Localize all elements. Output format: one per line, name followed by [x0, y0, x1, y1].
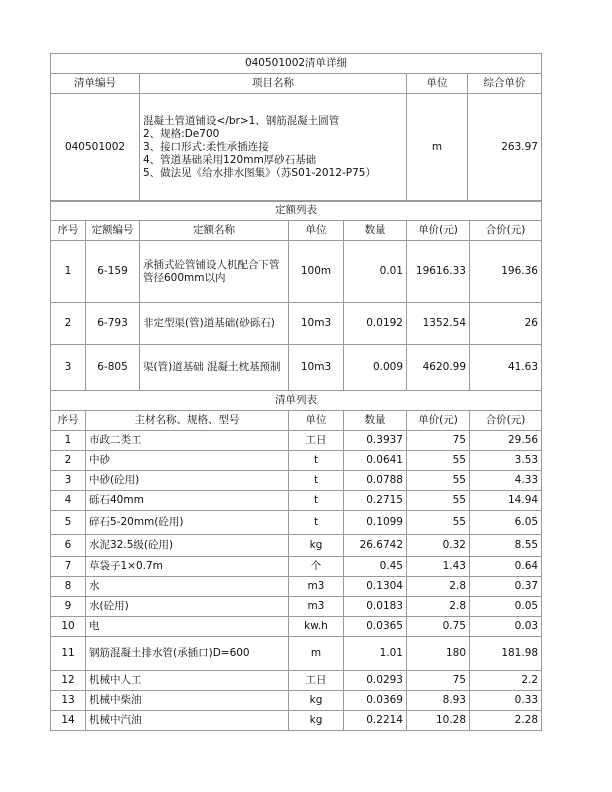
quota-section-title: 定额列表 — [51, 201, 542, 221]
material-total: 0.05 — [470, 597, 542, 617]
material-total: 2.2 — [470, 671, 542, 691]
col-header-unit: 单位 — [407, 74, 468, 94]
material-price: 55 — [407, 511, 470, 535]
material-no: 8 — [51, 577, 86, 597]
material-unit: kg — [289, 711, 344, 731]
material-qty: 0.3937 — [344, 431, 407, 451]
material-total: 181.98 — [470, 637, 542, 671]
material-price: 10.28 — [407, 711, 470, 731]
materials-section-title: 清单列表 — [51, 391, 542, 411]
materials-header-no: 序号 — [51, 411, 86, 431]
item-description-line: 4、管道基础采用120mm厚砂石基础 — [143, 154, 317, 166]
quota-price: 19616.33 — [407, 241, 470, 303]
material-name: 机械中汽油 — [86, 711, 289, 731]
materials-table — [50, 390, 542, 731]
material-qty: 0.0293 — [344, 671, 407, 691]
material-no: 1 — [51, 431, 86, 451]
material-qty: 0.2214 — [344, 711, 407, 731]
material-no: 2 — [51, 451, 86, 471]
quota-qty: 0.01 — [344, 241, 407, 303]
table-row — [51, 241, 542, 303]
material-qty: 0.2715 — [344, 491, 407, 511]
material-total: 2.28 — [470, 711, 542, 731]
item-description-line: 3、接口形式:柔性承插连接 — [143, 141, 269, 153]
material-price: 75 — [407, 431, 470, 451]
materials-header-total: 合价(元) — [470, 411, 542, 431]
table-row — [51, 637, 542, 671]
material-no: 5 — [51, 511, 86, 535]
table-row — [51, 345, 542, 391]
material-total: 8.55 — [470, 535, 542, 557]
material-unit: 工日 — [289, 671, 344, 691]
item-description-line: 混凝土管道铺设</br>1、钢筋混凝土圆管 — [143, 115, 340, 127]
item-price: 263.97 — [468, 94, 542, 202]
material-total: 0.37 — [470, 577, 542, 597]
material-name: 电 — [86, 617, 289, 637]
table-row — [51, 431, 542, 451]
table-row — [51, 535, 542, 557]
material-price: 75 — [407, 671, 470, 691]
material-qty: 0.0183 — [344, 597, 407, 617]
table-row — [51, 471, 542, 491]
col-header-price: 综合单价 — [468, 74, 542, 94]
material-price: 180 — [407, 637, 470, 671]
material-unit: t — [289, 451, 344, 471]
material-unit: t — [289, 511, 344, 535]
material-name: 市政二类工 — [86, 431, 289, 451]
quota-no: 3 — [51, 345, 86, 391]
material-unit: kg — [289, 535, 344, 557]
quota-price: 1352.54 — [407, 303, 470, 345]
item-table — [50, 53, 542, 202]
item-code: 040501002 — [51, 94, 140, 202]
material-name: 机械中柴油 — [86, 691, 289, 711]
material-no: 10 — [51, 617, 86, 637]
quota-no: 2 — [51, 303, 86, 345]
quota-header-unit: 单位 — [289, 221, 344, 241]
material-name: 中砂(砼用) — [86, 471, 289, 491]
material-unit: 工日 — [289, 431, 344, 451]
materials-header-unit: 单位 — [289, 411, 344, 431]
material-qty: 0.0369 — [344, 691, 407, 711]
col-header-name: 项目名称 — [140, 74, 407, 94]
table-row — [51, 711, 542, 731]
quota-code: 6-159 — [86, 241, 140, 303]
quota-no: 1 — [51, 241, 86, 303]
materials-header-price: 单价(元) — [407, 411, 470, 431]
table-row — [51, 451, 542, 471]
quota-qty: 0.009 — [344, 345, 407, 391]
item-description — [140, 94, 407, 202]
quota-header-price: 单价(元) — [407, 221, 470, 241]
material-name: 水 — [86, 577, 289, 597]
quota-total: 41.63 — [470, 345, 542, 391]
table-row — [51, 691, 542, 711]
material-price: 55 — [407, 491, 470, 511]
material-price: 55 — [407, 451, 470, 471]
material-no: 7 — [51, 557, 86, 577]
material-qty: 0.45 — [344, 557, 407, 577]
material-no: 6 — [51, 535, 86, 557]
material-price: 8.93 — [407, 691, 470, 711]
table-row — [51, 577, 542, 597]
quota-code: 6-793 — [86, 303, 140, 345]
quota-table — [50, 200, 542, 391]
material-unit: t — [289, 471, 344, 491]
material-qty: 0.1304 — [344, 577, 407, 597]
material-total: 29.56 — [470, 431, 542, 451]
item-unit: m — [407, 94, 468, 202]
material-no: 11 — [51, 637, 86, 671]
material-no: 13 — [51, 691, 86, 711]
material-total: 14.94 — [470, 491, 542, 511]
material-price: 55 — [407, 471, 470, 491]
material-price: 1.43 — [407, 557, 470, 577]
quota-total: 26 — [470, 303, 542, 345]
material-unit: m3 — [289, 577, 344, 597]
material-name: 砾石40mm — [86, 491, 289, 511]
material-name: 水泥32.5级(砼用) — [86, 535, 289, 557]
material-total: 0.03 — [470, 617, 542, 637]
material-qty: 1.01 — [344, 637, 407, 671]
material-unit: kg — [289, 691, 344, 711]
material-price: 0.75 — [407, 617, 470, 637]
material-unit: m — [289, 637, 344, 671]
material-unit: m3 — [289, 597, 344, 617]
quota-price: 4620.99 — [407, 345, 470, 391]
material-price: 2.8 — [407, 597, 470, 617]
quota-qty: 0.0192 — [344, 303, 407, 345]
table-row — [51, 303, 542, 345]
col-header-code: 清单编号 — [51, 74, 140, 94]
material-qty: 0.0365 — [344, 617, 407, 637]
material-no: 3 — [51, 471, 86, 491]
material-no: 14 — [51, 711, 86, 731]
page-title: 040501002清单详细 — [51, 54, 542, 74]
material-no: 12 — [51, 671, 86, 691]
quota-header-name: 定额名称 — [140, 221, 289, 241]
material-name: 草袋子1×0.7m — [86, 557, 289, 577]
material-qty: 0.1099 — [344, 511, 407, 535]
quota-name: 渠(管)道基础 混凝土枕基预制 — [140, 345, 289, 391]
table-row — [51, 557, 542, 577]
quota-header-code: 定额编号 — [86, 221, 140, 241]
material-name: 中砂 — [86, 451, 289, 471]
material-name: 碎石5-20mm(砼用) — [86, 511, 289, 535]
quota-header-qty: 数量 — [344, 221, 407, 241]
quota-header-total: 合价(元) — [470, 221, 542, 241]
material-unit: t — [289, 491, 344, 511]
table-row — [51, 617, 542, 637]
material-unit: kw.h — [289, 617, 344, 637]
quota-header-no: 序号 — [51, 221, 86, 241]
materials-body — [51, 431, 542, 731]
quota-unit: 10m3 — [289, 345, 344, 391]
material-unit: 个 — [289, 557, 344, 577]
table-row — [51, 597, 542, 617]
quota-name: 非定型渠(管)道基础(砂砾石) — [140, 303, 289, 345]
material-total: 4.33 — [470, 471, 542, 491]
table-row — [51, 491, 542, 511]
quota-unit: 10m3 — [289, 303, 344, 345]
table-row — [51, 671, 542, 691]
material-price: 0.32 — [407, 535, 470, 557]
material-total: 0.64 — [470, 557, 542, 577]
item-description-line: 2、规格:De700 — [143, 128, 220, 140]
material-name: 机械中人工 — [86, 671, 289, 691]
material-name: 钢筋混凝土排水管(承插口)D=600 — [86, 637, 289, 671]
materials-header-name: 主材名称、规格、型号 — [86, 411, 289, 431]
quota-name: 承插式砼管铺设人机配合下管管径600mm以内 — [140, 241, 289, 303]
material-qty: 0.0641 — [344, 451, 407, 471]
material-qty: 26.6742 — [344, 535, 407, 557]
material-total: 3.53 — [470, 451, 542, 471]
material-total: 0.33 — [470, 691, 542, 711]
material-price: 2.8 — [407, 577, 470, 597]
material-name: 水(砼用) — [86, 597, 289, 617]
quota-unit: 100m — [289, 241, 344, 303]
materials-header-qty: 数量 — [344, 411, 407, 431]
material-total: 6.05 — [470, 511, 542, 535]
quota-total: 196.36 — [470, 241, 542, 303]
material-no: 9 — [51, 597, 86, 617]
material-qty: 0.0788 — [344, 471, 407, 491]
material-no: 4 — [51, 491, 86, 511]
item-description-line: 5、做法见《给水排水图集》（苏S01-2012-P75） — [143, 167, 376, 179]
quota-code: 6-805 — [86, 345, 140, 391]
table-row — [51, 511, 542, 535]
